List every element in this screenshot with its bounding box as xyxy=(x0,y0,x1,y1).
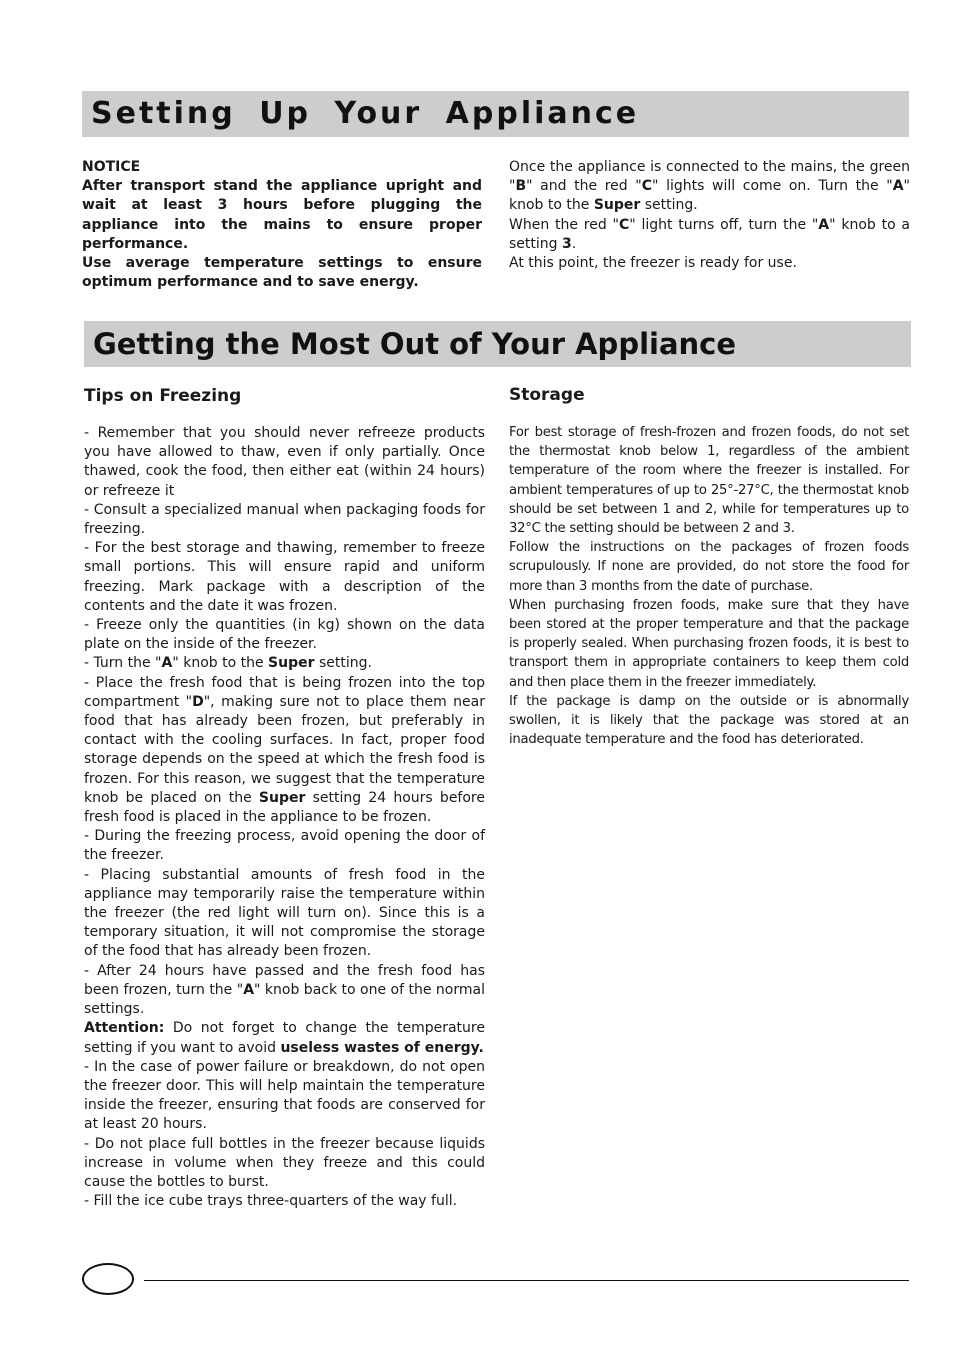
tip-item: - For the best storage and thawing, remember to freeze small portions. This will ensure rapid and uniform freezing. Mark package with a description of the contents and the date it was frozen. xyxy=(84,540,485,614)
notice-temperature: Use average temperature settings to ensure optimum performance and to save energy. xyxy=(82,255,482,291)
notice-block xyxy=(82,158,482,292)
section-title-setting-up: Setting Up Your Appliance xyxy=(91,96,640,131)
tip-item: - Fill the ice cube trays three-quarters of the way full. xyxy=(84,1193,458,1210)
tip-attention: Attention: Do not forget to change the temperature setting if you want to avoid useless wastes of energy. xyxy=(84,1020,485,1056)
notice-label: NOTICE xyxy=(82,159,141,175)
tip-item: - Placing substantial amounts of fresh food in the appliance may temporarily raise the temperature within the freezer (the red light will turn on). Since this is a temporary situation, it will not compromise the storage of the food that has already been frozen. xyxy=(84,866,485,960)
connect-paragraph-1: Once the appliance is connected to the mains, the green "B" and the red "C" lights will come on. Turn the "A" knob to the Super setting. xyxy=(509,159,910,214)
section-title-getting-most: Getting the Most Out of Your Appliance xyxy=(93,327,737,361)
tip-item: - Remember that you should never refreeze products you have allowed to thaw, even if only partially. Once thawed, cook the food, then either eat (within 24 hours) or refreeze it xyxy=(84,425,485,499)
connect-paragraph-3: At this point, the freezer is ready for use. xyxy=(509,255,797,272)
tip-item: - Turn the "A" knob to the Super setting. xyxy=(84,655,372,672)
tip-item: - In the case of power failure or breakdown, do not open the freezer door. This will help maintain the temperature inside the freezer, ensuring that foods are conserved for at least 20 hours. xyxy=(84,1058,485,1133)
storage-paragraph: If the package is damp on the outside or is abnormally swollen, it is likely that the package was stored at an inadequate temperature and the food has deteriorated. xyxy=(509,693,909,748)
tip-item: - Consult a specialized manual when packaging foods for freezing. xyxy=(84,501,485,538)
connection-instructions xyxy=(509,158,910,273)
tip-item: - After 24 hours have passed and the fresh food has been frozen, turn the "A" knob back to one of the normal settings. xyxy=(84,962,485,1018)
tip-item: - Freeze only the quantities (in kg) shown on the data plate on the inside of the freezer. xyxy=(84,617,485,653)
section-banner-setting-up xyxy=(82,91,909,137)
notice-transport: After transport stand the appliance upright and wait at least 3 hours before plugging the appliance into the mains to ensure proper performance. xyxy=(82,178,482,252)
tip-item: - Place the fresh food that is being frozen into the top compartment "D", making sure not to place them near food that has already been frozen, but preferably in contact with the cooling surfaces. In fact, proper food storage depends on the speed at which the fresh food is frozen. For this reason, we suggest that the temperature knob be placed on the Super setting 24 hours before fresh food is placed in the appliance to be frozen. xyxy=(84,674,485,826)
storage-heading: Storage xyxy=(509,385,585,405)
storage-paragraph: For best storage of fresh-frozen and frozen foods, do not set the thermostat knob below 1, regardless of the ambient temperature of the room where the freezer is installed. For ambient temperatures of up to 25°-27°C, the thermostat knob should be set between 1 and 2, while for temperatures up to 32°C the setting should be between 2 and 3. xyxy=(509,425,909,537)
section-banner-getting-most xyxy=(84,321,911,367)
tips-heading: Tips on Freezing xyxy=(84,386,242,406)
page-number-oval xyxy=(82,1263,134,1295)
tips-list xyxy=(84,424,485,1211)
footer-rule xyxy=(144,1280,909,1281)
tip-item: - During the freezing process, avoid opening the door of the freezer. xyxy=(84,828,485,864)
storage-text xyxy=(509,423,909,749)
storage-paragraph: When purchasing frozen foods, make sure that they have been stored at the proper temperature and that the package is properly sealed. When purchasing frozen foods, it is best to transport them in appropriate containers to keep them cold and then place them in the freezer immediately. xyxy=(509,597,909,690)
tip-item: - Do not place full bottles in the freezer because liquids increase in volume when they freeze and this could cause the bottles to burst. xyxy=(84,1135,485,1190)
connect-paragraph-2: When the red "C" light turns off, turn the "A" knob to a setting 3. xyxy=(509,216,910,252)
storage-paragraph: Follow the instructions on the packages of frozen foods scrupulously. If none are provided, do not store the food for more than 3 months from the date of purchase. xyxy=(509,540,909,594)
